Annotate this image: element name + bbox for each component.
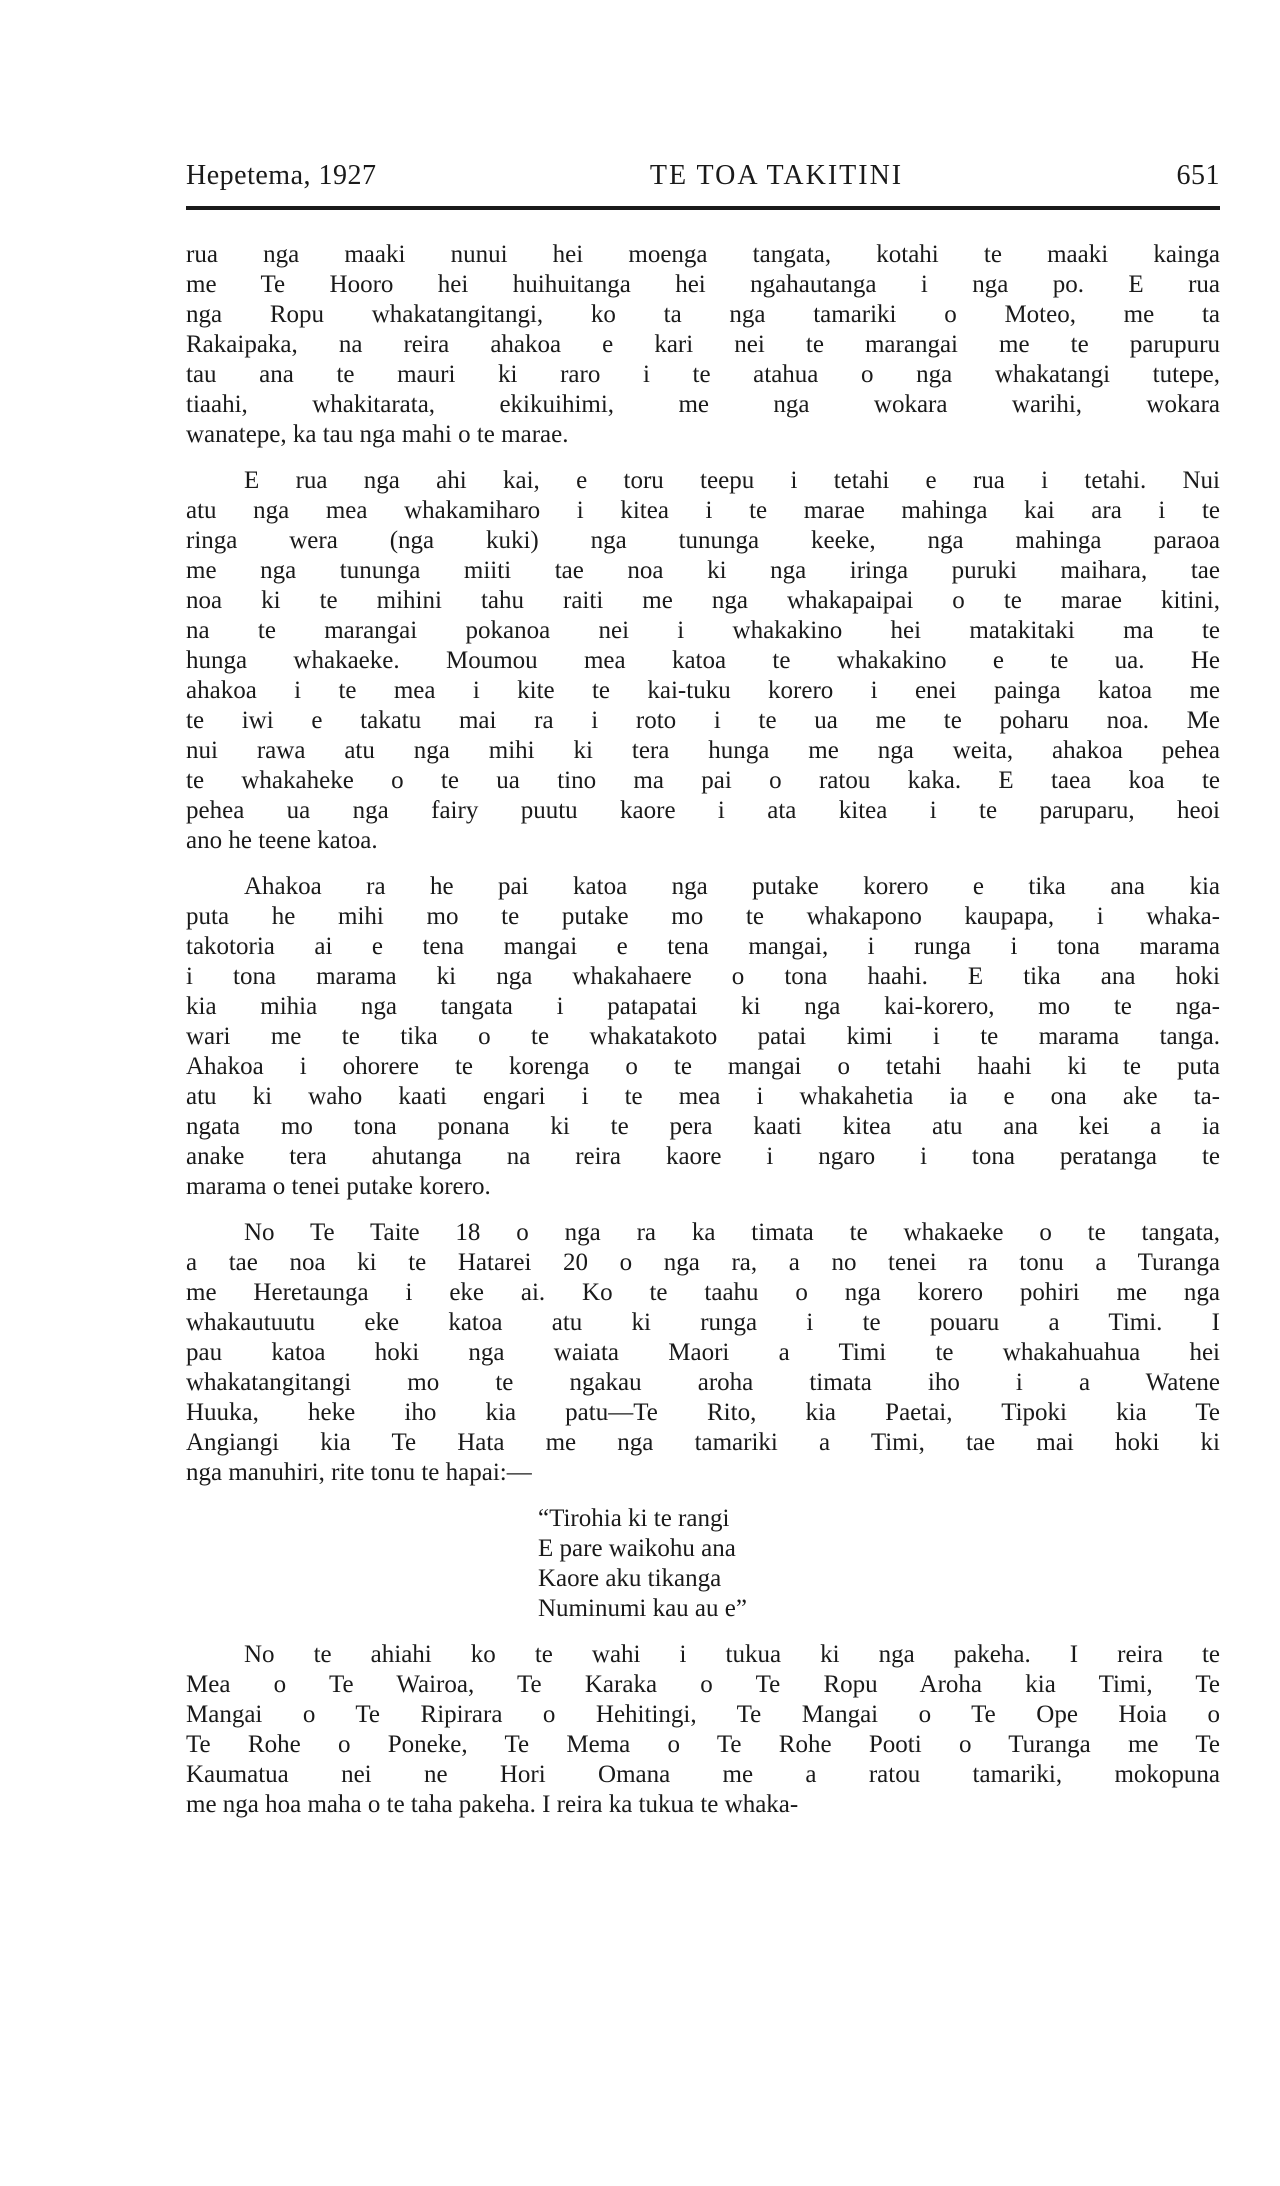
text-line: whakautuutu eke katoa atu ki runga i te pouaru a Timi. I bbox=[186, 1309, 1220, 1336]
text-line: atu nga mea whakamiharo i kitea i te marae mahinga kai ara i te bbox=[186, 497, 1220, 524]
text-line: ahakoa i te mea i kite te kai-tuku korero i enei painga katoa me bbox=[186, 677, 1220, 704]
header-publication-title: TE TOA TAKITINI bbox=[649, 160, 904, 191]
header-page-number: 651 bbox=[1176, 160, 1220, 191]
text-line: ano he teene katoa. bbox=[186, 827, 378, 854]
text-line: Rakaipaka, na reira ahakoa e kari nei te marangai me te parupuru bbox=[186, 331, 1220, 358]
text-line: te whakaheke o te ua tino ma pai o ratou kaka. E taea koa te bbox=[186, 767, 1220, 794]
header-date: Hepetema, 1927 bbox=[186, 160, 377, 191]
verse-line: Kaore aku tikanga bbox=[538, 1565, 722, 1592]
text-line: Te Rohe o Poneke, Te Mema o Te Rohe Pooti o Turanga me Te bbox=[186, 1731, 1220, 1758]
paragraph bbox=[186, 872, 1220, 1202]
text-line: rua nga maaki nunui hei moenga tangata, kotahi te maaki kainga bbox=[186, 241, 1220, 268]
text-line: atu ki waho kaati engari i te mea i whakahetia ia e ona ake ta- bbox=[186, 1083, 1220, 1110]
text-line: nui rawa atu nga mihi ki tera hunga me nga weita, ahakoa pehea bbox=[186, 737, 1220, 764]
text-line: No Te Taite 18 o nga ra ka timata te whakaeke o te tangata, bbox=[244, 1219, 1220, 1246]
text-line: Ahakoa i ohorere te korenga o te mangai o tetahi haahi ki te puta bbox=[186, 1053, 1220, 1080]
text-line: me nga tununga miiti tae noa ki nga iringa puruki maihara, tae bbox=[186, 557, 1220, 584]
text-line: Ahakoa ra he pai katoa nga putake korero e tika ana kia bbox=[244, 873, 1220, 900]
text-line: pehea ua nga fairy puutu kaore i ata kitea i te paruparu, heoi bbox=[186, 797, 1220, 824]
text-line: marama o tenei putake korero. bbox=[186, 1173, 491, 1200]
text-line: E rua nga ahi kai, e toru teepu i tetahi e rua i tetahi. Nui bbox=[244, 467, 1220, 494]
waiata-verse bbox=[538, 1504, 1220, 1624]
text-line: Mea o Te Wairoa, Te Karaka o Te Ropu Aroha kia Timi, Te bbox=[186, 1671, 1220, 1698]
paragraph-container bbox=[186, 240, 1220, 1488]
text-line: Kaumatua nei ne Hori Omana me a ratou tamariki, mokopuna bbox=[186, 1761, 1220, 1788]
text-line: na te marangai pokanoa nei i whakakino hei matakitaki ma te bbox=[186, 617, 1220, 644]
text-line: Huuka, heke iho kia patu—Te Rito, kia Paetai, Tipoki kia Te bbox=[186, 1399, 1220, 1426]
text-line: nga Ropu whakatangitangi, ko ta nga tamariki o Moteo, me ta bbox=[186, 301, 1220, 328]
text-line: te iwi e takatu mai ra i roto i te ua me te poharu noa. Me bbox=[186, 707, 1220, 734]
document-page bbox=[186, 160, 1220, 1836]
text-line: hunga whakaeke. Moumou mea katoa te whakakino e te ua. He bbox=[186, 647, 1220, 674]
verse-line: Numinumi kau au e” bbox=[538, 1595, 747, 1622]
text-line: Mangai o Te Ripirara o Hehitingi, Te Mangai o Te Ope Hoia o bbox=[186, 1701, 1220, 1728]
text-line: whakatangitangi mo te ngakau aroha timata iho i a Watene bbox=[186, 1369, 1220, 1396]
text-line: kia mihia nga tangata i patapatai ki nga kai-korero, mo te nga- bbox=[186, 993, 1220, 1020]
text-line: pau katoa hoki nga waiata Maori a Timi te whakahuahua hei bbox=[186, 1339, 1220, 1366]
verse-line: E pare waikohu ana bbox=[538, 1535, 736, 1562]
paragraph bbox=[186, 240, 1220, 450]
text-line: ngata mo tona ponana ki te pera kaati kitea atu ana kei a ia bbox=[186, 1113, 1220, 1140]
paragraph bbox=[186, 466, 1220, 856]
text-line: wari me te tika o te whakatakoto patai kimi i te marama tanga. bbox=[186, 1023, 1220, 1050]
text-line: No te ahiahi ko te wahi i tukua ki nga pakeha. I reira te bbox=[244, 1641, 1220, 1668]
text-line: ringa wera (nga kuki) nga tununga keeke, nga mahinga paraoa bbox=[186, 527, 1220, 554]
text-line: me Heretaunga i eke ai. Ko te taahu o nga korero pohiri me nga bbox=[186, 1279, 1220, 1306]
article-body bbox=[186, 240, 1220, 1820]
text-line: tau ana te mauri ki raro i te atahua o nga whakatangi tutepe, bbox=[186, 361, 1220, 388]
text-line: i tona marama ki nga whakahaere o tona haahi. E tika ana hoki bbox=[186, 963, 1220, 990]
text-line: puta he mihi mo te putake mo te whakapono kaupapa, i whaka- bbox=[186, 903, 1220, 930]
text-line: noa ki te mihini tahu raiti me nga whakapaipai o te marae kitini, bbox=[186, 587, 1220, 614]
page-header bbox=[186, 160, 1220, 210]
final-paragraph-container bbox=[186, 1640, 1220, 1820]
text-line: anake tera ahutanga na reira kaore i ngaro i tona peratanga te bbox=[186, 1143, 1220, 1170]
text-line: a tae noa ki te Hatarei 20 o nga ra, a no tenei ra tonu a Turanga bbox=[186, 1249, 1220, 1276]
text-line: Angiangi kia Te Hata me nga tamariki a Timi, tae mai hoki ki bbox=[186, 1429, 1220, 1456]
paragraph bbox=[186, 1218, 1220, 1488]
text-line: takotoria ai e tena mangai e tena mangai, i runga i tona marama bbox=[186, 933, 1220, 960]
paragraph bbox=[186, 1640, 1220, 1820]
text-line: tiaahi, whakitarata, ekikuihimi, me nga wokara warihi, wokara bbox=[186, 391, 1220, 418]
text-line: me nga hoa maha o te taha pakeha. I reira ka tukua te whaka- bbox=[186, 1791, 799, 1818]
verse-line: “Tirohia ki te rangi bbox=[538, 1505, 730, 1532]
text-line: me Te Hooro hei huihuitanga hei ngahautanga i nga po. E rua bbox=[186, 271, 1220, 298]
text-line: nga manuhiri, rite tonu te hapai:— bbox=[186, 1459, 532, 1486]
text-line: wanatepe, ka tau nga mahi o te marae. bbox=[186, 421, 569, 448]
